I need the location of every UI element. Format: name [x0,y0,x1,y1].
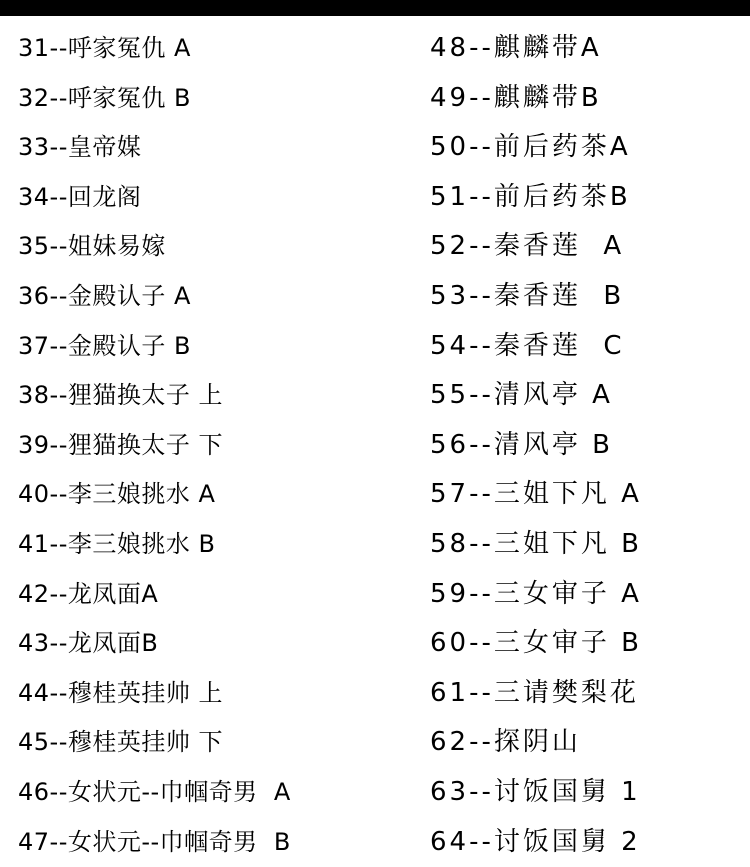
track-item-61: 61--三请樊梨花 [430,669,745,719]
right-track-list [430,24,745,867]
track-item-51: 51--前后药茶B [430,173,745,223]
track-item-38: 38--狸猫换太子 上 [18,371,413,421]
track-item-41: 41--李三娘挑水 B [18,520,413,570]
track-item-50: 50--前后药茶A [430,123,745,173]
track-item-54: 54--秦香莲 C [430,322,745,372]
track-item-45: 45--穆桂英挂帅 下 [18,718,413,768]
track-item-37: 37--金殿认子 B [18,322,413,372]
track-item-32: 32--呼家冤仇 B [18,74,413,124]
track-item-63: 63--讨饭国舅 1 [430,768,745,818]
track-item-35: 35--姐妹易嫁 [18,222,413,272]
track-item-52: 52--秦香莲 A [430,222,745,272]
track-item-39: 39--狸猫换太子 下 [18,421,413,471]
track-item-46: 46--女状元--巾帼奇男 A [18,768,413,818]
top-black-bar [0,0,750,16]
track-item-57: 57--三姐下凡 A [430,470,745,520]
track-item-58: 58--三姐下凡 B [430,520,745,570]
track-item-56: 56--清风亭 B [430,421,745,471]
track-item-42: 42--龙凤面A [18,570,413,620]
track-item-60: 60--三女审子 B [430,619,745,669]
track-item-31: 31--呼家冤仇 A [18,24,413,74]
track-item-40: 40--李三娘挑水 A [18,470,413,520]
track-item-43: 43--龙凤面B [18,619,413,669]
left-track-list [18,24,413,867]
track-item-55: 55--清风亭 A [430,371,745,421]
track-item-48: 48--麒麟带A [430,24,745,74]
track-item-34: 34--回龙阁 [18,173,413,223]
track-item-59: 59--三女审子 A [430,570,745,620]
track-item-49: 49--麒麟带B [430,74,745,124]
track-item-64: 64--讨饭国舅 2 [430,818,745,867]
track-item-53: 53--秦香莲 B [430,272,745,322]
track-item-62: 62--探阴山 [430,718,745,768]
track-item-33: 33--皇帝媒 [18,123,413,173]
track-item-36: 36--金殿认子 A [18,272,413,322]
track-item-44: 44--穆桂英挂帅 上 [18,669,413,719]
track-item-47: 47--女状元--巾帼奇男 B [18,818,413,867]
